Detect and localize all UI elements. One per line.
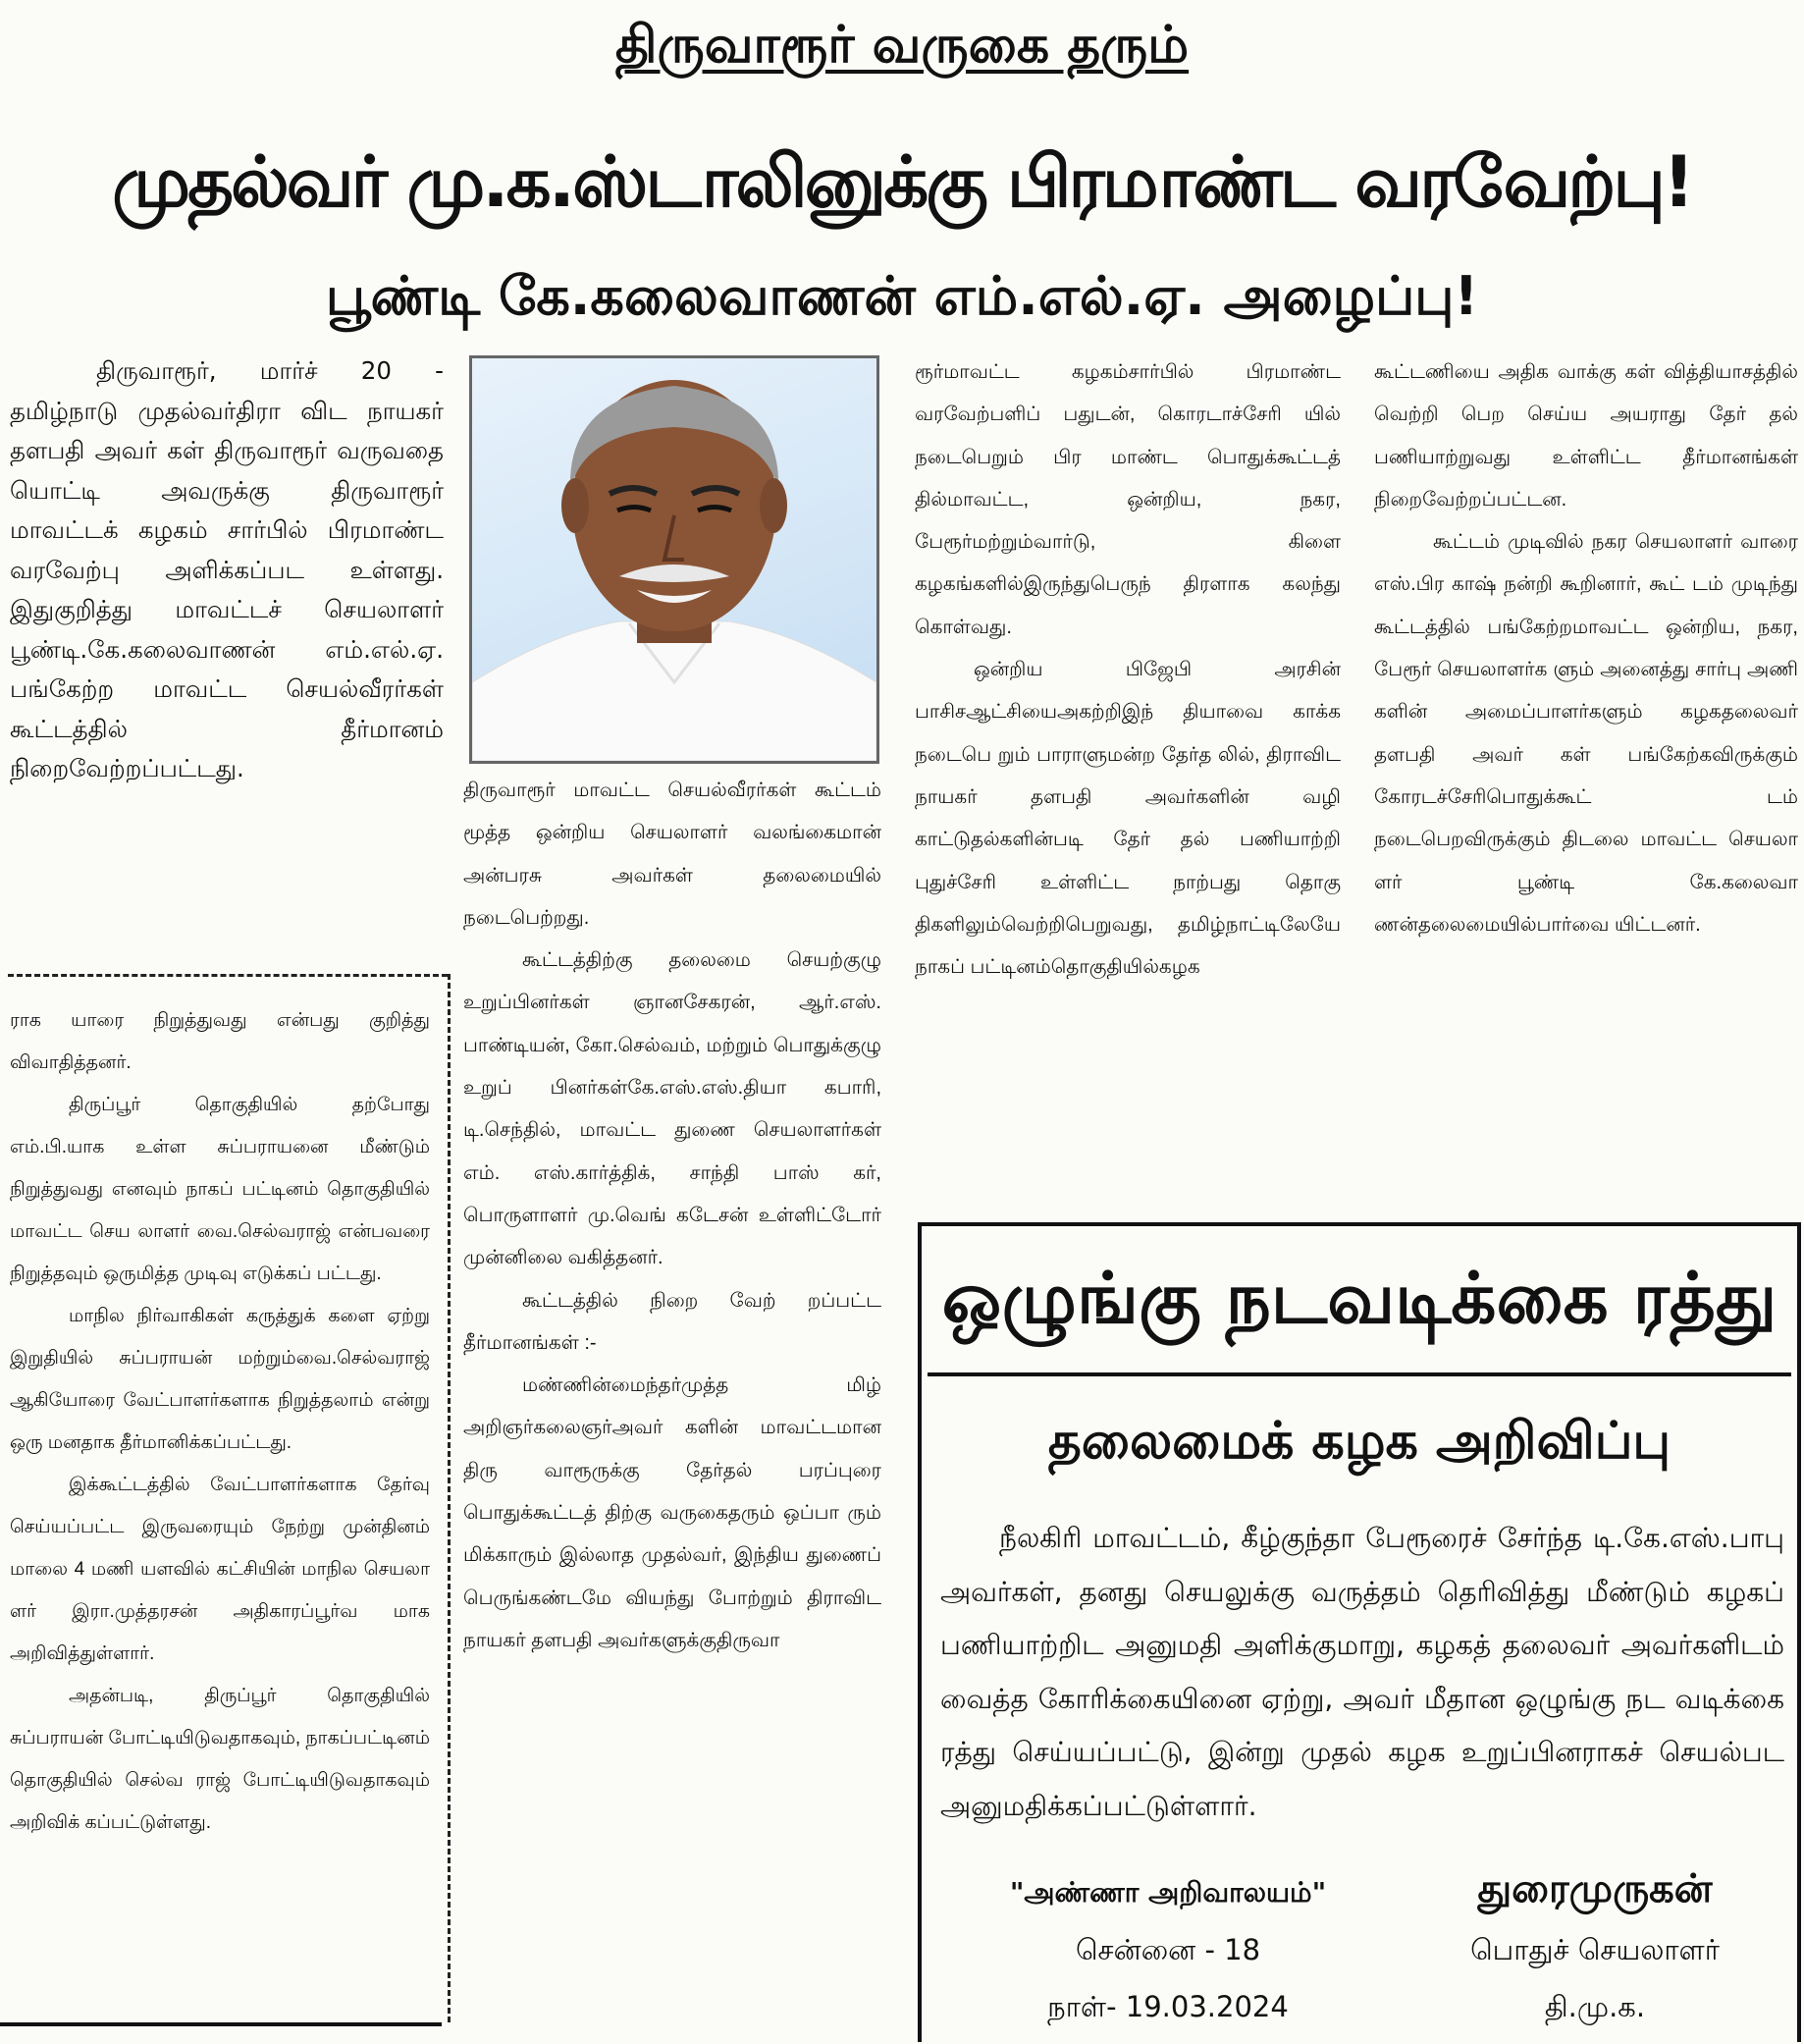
side-story-paragraph: அதன்படி, திருப்பூர் தொகுதியில் சுப்பராயன் போட்டியிடுவதாகவும், நாகப்பட்டினம் தொகுதியில் செல்வ ராஜ் போட்டியிடுவதாகவும் அறிவிக் கப்பட்டுள்ளது. bbox=[10, 1686, 430, 1833]
portrait-photo bbox=[469, 355, 879, 764]
article-paragraph: ஒன்றிய பிஜேபி அரசின் பாசிசஆட்சியைஅகற்றிஇந் தியாவை காக்க நடைபெ றும் பாராளுமன்ற தேர்த லில், திராவிட நாயகர் தளபதி அவர்களின் வழி காட்டுதல்களின்படி தேர் தல் பணியாற்றி புதுச்சேரி உள்ளிட்ட நாற்பது தொகு திகளிலும்வெற்றிபெறுவது, தமிழ்நாட்டிலேயே நாகப் பட்டினம்தொகுதியில்கழக bbox=[915, 659, 1341, 979]
notice-body bbox=[940, 1512, 1784, 1833]
article-intro-paragraph: திருவாரூர், மார்ச் 20 - தமிழ்நாடு முதல்வர்திரா விட நாயகர் தளபதி அவர் கள் திருவாரூர் வருவதை யொட்டி அவருக்கு திருவாரூர் மாவட்டக் கழகம் சார்பில் பிரமாண்ட வரவேற்பு அளிக்கப்பட உள்ளது. இதுகுறித்து மாவட்டச் செயலாளர் பூண்டி.கே.கலைவாணன் எம்.எல்.ஏ. பங்கேற்ற மாவட்ட செயல்வீரர்கள் கூட்டத்தில் தீர்மானம் நிறைவேற்றப்பட்டது. bbox=[10, 356, 444, 782]
article-intro bbox=[10, 351, 444, 789]
article-paragraph: கூட்டணியை அதிக வாக்கு கள் வித்தியாசத்தில் வெற்றி பெற செய்ய அயராது தேர் தல் பணியாற்றுவது உள்ளிட்ட தீர்மானங்கள் நிறைவேற்றப்பட்டன. bbox=[1374, 361, 1798, 511]
notice-title: ஒழுங்கு நடவடிக்கை ரத்து bbox=[941, 1257, 1777, 1339]
side-story-paragraph: இக்கூட்டத்தில் வேட்பாளர்களாக தேர்வு செய்யப்பட்ட இருவரையும் நேற்று முன்தினம் மாலை 4 மணி யளவில் கட்சியின் மாநில செயலா ளர் இரா.முத்தரசன் அதிகாரப்பூர்வ மாக அறிவித்துள்ளார். bbox=[10, 1475, 430, 1664]
notice-rule bbox=[928, 1372, 1791, 1376]
article-paragraph: மண்ணின்மைந்தர்முத்த மிழ் அறிஞர்கலைஞர்அவர் களின் மாவட்டமான திரு வாரூருக்கு தேர்தல் பரப்புரை பொதுக்கூட்டத் திற்கு வருகைதரும் ஒப்பா ரும் மிக்காரும் இல்லாத முதல்வர், இந்திய துணைப் பெருங்கண்டமே வியந்து போற்றும் திராவிட நாயகர் தளபதி அவர்களுக்குதிருவா bbox=[463, 1374, 881, 1651]
notice-designation: பொதுச் செயலாளர் bbox=[1470, 1933, 1720, 1966]
sub-headline: பூண்டி கே.கலைவாணன் எம்.எல்.ஏ. அழைப்பு! bbox=[325, 265, 1479, 327]
notice-signatory: துரைமுருகன் bbox=[1477, 1866, 1713, 1911]
article-paragraph: திருவாரூர் மாவட்ட செயல்வீரர்கள் கூட்டம் மூத்த ஒன்றிய செயலாளர் வலங்கைமான் அன்பரசு அவர்கள் தலைமையில் நடைபெற்றது. bbox=[463, 780, 881, 929]
article-column-3 bbox=[915, 351, 1341, 989]
article-paragraph: ரூர்மாவட்ட கழகம்சார்பில் பிரமாண்ட வரவேற்பளிப் பதுடன், கொரடாச்சேரி யில் நடைபெறும் பிர மாண்ட பொதுக்கூட்டத் தில்மாவட்ட, ஒன்றிய, நகர, பேரூர்மற்றும்வார்டு, கிளை கழகங்களில்இருந்துபெருந் திரளாக கலந்து கொள்வது. bbox=[915, 361, 1341, 638]
side-story-paragraph: மாநில நிர்வாகிகள் கருத்துக் களை ஏற்று இறுதியில் சுப்பராயன் மற்றும்வை.செல்வராஜ் ஆகியோரை வேட்பாளர்களாக நிறுத்தலாம் என்று ஒரு மனதாக தீர்மானிக்கப்பட்டது. bbox=[10, 1306, 430, 1453]
notice-subtitle: தலைமைக் கழக அறிவிப்பு bbox=[1047, 1412, 1671, 1471]
article-paragraph: கூட்டத்திற்கு தலைமை செயற்குழு உறுப்பினர்கள் ஞானசேகரன், ஆர்.எஸ். பாண்டியன், கோ.செல்வம், மற்றும் பொதுக்குழு உறுப் பினர்கள்கே.எஸ்.எஸ்.தியா கபாரி, டி.செந்தில், மாவட்ட துணை செயலாளர்கள் எம். எஸ்.கார்த்திக், சாந்தி பாஸ் கர், பொருளாளர் மு.வெங் கடேசன் உள்ளிட்டோர் முன்னிலை வகித்தனர். bbox=[463, 949, 881, 1269]
article-paragraph: கூட்டம் முடிவில் நகர செயலாளர் வாரை எஸ்.பிர காஷ் நன்றி கூறினார், கூட் டம் முடிந்து கூட்டத்தில் பங்கேற்றமாவட்ட ஒன்றிய, நகர, பேரூர் செயலாளர்க ளும் அனைத்து சார்பு அணி களின் அமைப்பாளர்களும் கழகதலைவர் தளபதி அவர் கள் பங்கேற்கவிருக்கும் கோரடச்சேரிபொதுக்கூட் டம் நடைபெறவிருக்கும் திடலை மாவட்ட செயலா ளர் பூண்டி கே.கலைவா ணன்தலைமையில்பார்வை யிட்டனர். bbox=[1374, 531, 1798, 936]
bottom-rule bbox=[0, 2022, 442, 2026]
notice-party: தி.மு.க. bbox=[1544, 1990, 1646, 2023]
notice-city: சென்னை - 18 bbox=[1075, 1933, 1261, 1966]
headline-kicker: திருவாரூர் வருகை தரும் bbox=[614, 16, 1190, 75]
portrait-image bbox=[472, 358, 876, 761]
notice-date: நாள்- 19.03.2024 bbox=[1047, 1990, 1289, 2023]
column-divider bbox=[448, 974, 451, 2022]
side-story bbox=[10, 999, 430, 1844]
main-headline: முதல்வர் மு.க.ஸ்டாலினுக்கு பிரமாண்ட வரவேற்பு! bbox=[112, 140, 1692, 223]
side-story-paragraph: ராக யாரை நிறுத்துவது என்பது குறித்து விவாதித்தனர். bbox=[10, 1010, 430, 1073]
notice-body-text: நீலகிரி மாவட்டம், கீழ்குந்தா பேரூரைச் சேர்ந்த டி.கே.எஸ்.பாபு அவர்கள், தனது செயலுக்கு வருத்தம் தெரிவித்து மீண்டும் கழகப் பணியாற்றிட அனுமதி அளிக்குமாறு, கழகத் தலைவர் அவர்களிடம் வைத்த கோரிக்கையினை ஏற்று, அவர் மீதான ஒழுங்கு நட வடிக்கை ரத்து செய்யப்பட்டு, இன்று முதல் கழக உறுப்பினராகச் செயல்பட அனுமதிக்கப்பட்டுள்ளார். bbox=[940, 1522, 1784, 1822]
section-divider bbox=[8, 974, 448, 977]
article-column-2 bbox=[463, 770, 881, 1662]
side-story-paragraph: திருப்பூர் தொகுதியில் தற்போது எம்.பி.யாக உள்ள சுப்பராயனை மீண்டும் நிறுத்துவது எனவும் நாகப் பட்டினம் தொகுதியில் மாவட்ட செய லாளர் வை.செல்வராஜ் என்பவரை நிறுத்தவும் ஒருமித்த முடிவு எடுக்கப் பட்டது. bbox=[10, 1095, 430, 1284]
article-paragraph: கூட்டத்தில் நிறை வேற் றப்பட்ட தீர்மானங்கள் :- bbox=[463, 1289, 881, 1354]
article-column-4 bbox=[1374, 351, 1798, 946]
notice-office: "அண்ணா அறிவாலயம்" bbox=[1009, 1876, 1327, 1909]
